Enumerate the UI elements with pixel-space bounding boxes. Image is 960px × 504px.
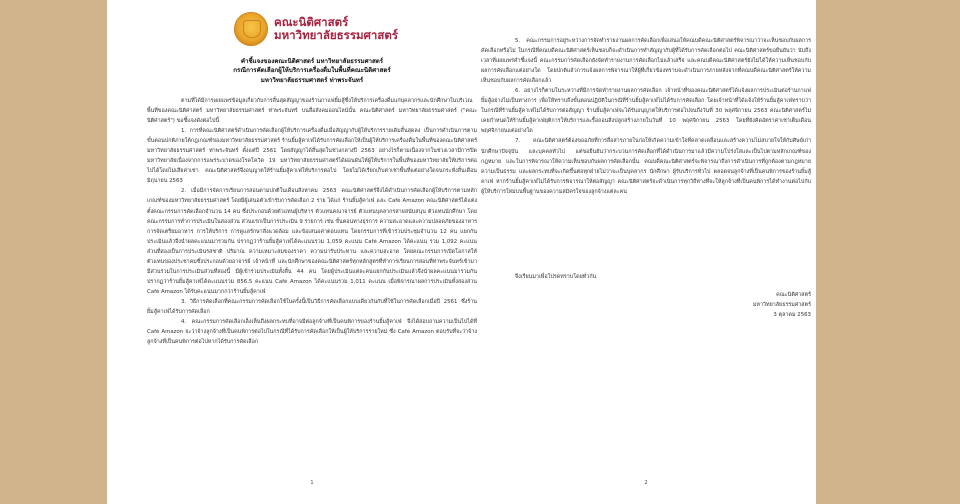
intro-paragraph: ตามที่ได้มีการเผยแพร่ข้อมูลเกี่ยวกับการสิ้นสุดสัญญาของร้านกาแฟยิ้มสู้ซึ่งให้บริการเครื่องดื่มแก่บุคลากรและนักศึกษาในบริเวณพื้นที่ของคณะนิติศาสตร์ มหาวิทยาลัยธรรมศาสตร์ ท่าพระจันทร์ บนสื่อสังคมออนไลน์นั้น คณะนิติศาสตร์ มหาวิทยาลัยธรรมศาสตร์ ("คณะนิติศาสตร์") ขอชี้แจงดังต่อไปนี้ xyxy=(147,98,477,125)
title-line-3: มหาวิทยาลัยธรรมศาสตร์ ท่าพระจันทร์ xyxy=(260,76,364,84)
page-2 xyxy=(481,0,811,504)
title-line-2: กรณีการคัดเลือกผู้ให้บริการเครื่องดื่มในพื้นที่คณะนิติศาสตร์ xyxy=(233,67,391,75)
document-title xyxy=(147,57,477,85)
brand-line-2: มหาวิทยาลัยธรรมศาสตร์ xyxy=(274,28,399,42)
document-sheet xyxy=(107,0,816,504)
university-seal-icon xyxy=(234,12,268,46)
clause-2: 2. เมื่อมีการจัดการเรียนการสอนตามปกติในเดือนสิงหาคม 2563 คณะนิติศาสตร์จึงได้ดำเนินการคัดเลือกผู้ให้บริการตามหลักเกณฑ์ของมหาวิทยาลัยธรรมศาสตร์ โดยมีผู้เสนอตัวเข้ารับการคัดเลือก 2 ราย ได้แก่ ร้านยิ้มสู้คาเฟ่ และ Café Amazon คณะนิติศาสตร์ได้แต่งตั้งคณะกรรมการคัดเลือกจำนวน 14 คน ซึ่งประกอบด้วยตัวแทนผู้บริหาร ตัวแทนคณาจารย์ ตัวแทนบุคลากรสายสนับสนุน ตัวแทนนักศึกษา โดยคณะกรรมการทำการประเมินในสองส่วน ส่วนแรกเป็นการประเมิน 9 รายการ เช่น ขั้นตอนทางธุรการ ความสะอาดและความปลอดภัยของอาหาร การจัดเตรียมอาหาร การให้บริการ การดูแลรักษาสิ่งแวดล้อม และข้อเสนอค่าตอบแทน โดยกรรมการที่เข้าร่วมประชุมจำนวน 12 คน แยกกันประเมินแล้วจึงนำผลคะแนนมารวมกัน ปรากฏว่าร้านยิ้มสู้คาเฟ่ได้คะแนนรวม 1,059 คะแนน Café Amazon ได้คะแนน รวม 1,092 คะแนน ส่วนที่สองเป็นการประเมินรสชาติ ปริมาณ ความเหมาะสมของราคา ความน่ารับประทาน และความสะอาด โดยคณะกรรมการเปิดโอกาสให้ตัวแทนของประชาคมซึ่งประกอบด้วยอาจารย์ เจ้าหน้าที่ และนักศึกษาของคณะนิติศาสตร์ทุกหลักสูตรที่ทำการเรียนการสอนที่ท่าพระจันทร์เข้ามามีส่วนร่วมในการประเมินส่วนที่สองนี้ มีผู้เข้าร่วมประเมินทั้งสิ้น 44 คน โดยผู้ประเมินแต่ละคนแยกกันประเมินแล้วจึงนำผลคะแนนมารวมกัน ปรากฏว่าร้านยิ้มสู้คาเฟ่ได้คะแนนรวม 856.5 คะแนน Café Amazon ได้คะแนนรวม 1,011 คะแนน เมื่อพิจารณาผลการประเมินทั้งสองส่วน Café Amazon ได้รับคะแนนมากกว่าร้านยิ้มสู้คาเฟ่ xyxy=(147,188,477,295)
signature-faculty: คณะนิติศาสตร์ xyxy=(776,292,811,298)
closing-line: จึงเรียนมาเพื่อโปรดทราบโดยทั่วกัน xyxy=(515,274,597,280)
page-1-body xyxy=(147,96,477,347)
clause-4: 4. คณะกรรมการคัดเลือกเล็งเห็นถึงผลกระทบที่อาจมีต่อลูกจ้างที่เป็นคนพิการของร้านยิ้มสู้คาเฟ่ จึงได้สอบถามความเป็นไปได้ที่ Café Amazon จะว่าจ้างลูกจ้างที่เป็นคนพิการต่อไปในกรณีที่ได้รับการคัดเลือกให้เป็นผู้ให้บริการรายใหม่ ซึ่ง Café Amazon ตอบรับที่จะว่าจ้างลูกจ้างที่เป็นคนพิการต่อไปหากได้รับการคัดเลือก xyxy=(147,319,477,346)
title-line-1: คำชี้แจงของคณะนิติศาสตร์ มหาวิทยาลัยธรรมศาสตร์ xyxy=(240,58,384,65)
signature-university: มหาวิทยาลัยธรรมศาสตร์ xyxy=(752,302,811,308)
brand-name xyxy=(274,16,398,42)
brand-line-1: คณะนิติศาสตร์ xyxy=(274,15,349,29)
page-number-1: 1 xyxy=(310,480,314,486)
clause-3: 3. วิธีการคัดเลือกที่คณะกรรมการคัดเลือกใช้ในครั้งนี้เป็นวิธีการคัดเลือกแบบเดียวกันกับที่ใช้ในการคัดเลือกเมื่อปี 2561 ซึ่งร้านยิ้มสู้คาเฟ่ได้รับการคัดเลือก xyxy=(147,298,477,315)
page-1 xyxy=(147,0,477,504)
clause-5: 5. คณะกรรมการอยู่ระหว่างการจัดทำรายงานผลการคัดเลือกเพื่อเสนอให้คณบดีคณะนิติศาสตร์พิจารณาว่าจะเห็นชอบกับผลการคัดเลือกหรือไม่ ในกรณีที่คณบดีคณะนิติศาสตร์เห็นชอบก็จะดำเนินการทำสัญญากับผู้ที่ได้รับการคัดเลือกต่อไป คณะนิติศาสตร์ขอยืนยันว่า นับถึงเวลาที่เผยแพร่คำชี้แจงนี้ คณะกรรมการคัดเลือกยังจัดทำรายงานการคัดเลือกไม่แล้วเสร็จ และคณบดีคณะนิติศาสตร์ยังไม่ได้ให้ความเห็นชอบกับผลการคัดเลือกแต่อย่างใด โดยปกติแล้วการแจ้งผลการพิจารณาให้ผู้ที่เกี่ยวข้องทราบจะดำเนินการภายหลังจากที่คณบดีคณะนิติศาสตร์ให้ความเห็นชอบกับผลการคัดเลือกแล้ว xyxy=(481,38,811,85)
signature-date: 3 ตุลาคม 2563 xyxy=(773,312,811,318)
page-number-2: 2 xyxy=(644,480,648,486)
clause-1: 1. การที่คณะนิติศาสตร์ดำเนินการคัดเลือกผู้ให้บริการเครื่องดื่มเมื่อสัญญากับผู้ให้บริการรายเดิมสิ้นสุดลง เป็นการดำเนินการตามขั้นตอนปกติภายใต้กฎเกณฑ์ของมหาวิทยาลัยธรรมศาสตร์ ร้านยิ้มสู้คาเฟ่ได้รับการคัดเลือกให้เป็นผู้ให้บริการเครื่องดื่มในพื้นที่ของคณะนิติศาสตร์ มหาวิทยาลัยธรรมศาสตร์ ท่าพระจันทร์ ตั้งแต่ปี 2561 โดยสัญญาได้สิ้นสุดในช่วงกลางปี 2563 อย่างไรก็ตามเนื่องจากในช่วงเวลามีการปิดมหาวิทยาลัยเนื่องจากการแพร่ระบาดของโรคโควิด 19 มหาวิทยาลัยธรรมศาสตร์ได้ผ่อนผันให้ผู้ให้บริการในพื้นที่ของมหาวิทยาลัยให้บริการต่อไปได้โดยไม่เสียค่าเช่า คณะนิติศาสตร์จึงอนุญาตให้ร้านยิ้มสู้คาเฟ่ให้บริการต่อไป โดยไม่ได้เรียกเก็บค่าเช่าพื้นที่แต่อย่างใดจนกระทั่งสิ้นเดือนมิถุนายน 2563 xyxy=(147,128,477,185)
signature-block xyxy=(753,290,811,320)
page-2-body xyxy=(481,36,811,197)
clause-6: 6. อย่างไรก็ตามในระหว่างที่มีการจัดทำรายงานผลการคัดเลือก เจ้าหน้าที่ของคณะนิติศาสตร์ได้แจ้งผลการประเมินต่อร้านกาแฟยิ้มสู้อย่างไม่เป็นทางการ เพื่อให้ทราบถึงขั้นตอนปฏิบัติในกรณีที่ร้านยิ้มสู้คาเฟ่ไม่ได้รับการคัดเลือก โดยเจ้าหน้าที่ได้แจ้งให้ร้านยิ้มสู้คาเฟ่ทราบว่า ในกรณีที่ร้านยิ้มสู้คาเฟ่ไม่ได้รับการต่อสัญญา ร้านยิ้มสู้คาเฟ่จะได้รับอนุญาตให้บริการต่อไปจนถึงวันที่ 30 พฤศจิกายน 2563 คณะนิติศาสตร์ไม่เคยกำหนดให้ร้านยิ้มสู้คาเฟ่ยุติการให้บริการและรื้อถอนสิ่งปลูกสร้างภายในวันที่ 10 พฤศจิกายน 2563 โดยที่ยังคิดอัตราค่าเช่าเต็มเดือนพฤศจิกายนแต่อย่างใด xyxy=(481,88,811,135)
clause-7: 7. คณะนิติศาสตร์ต้องขออภัยที่การสื่อสารภายในก่อให้เกิดความเข้าใจที่คลาดเคลื่อนและสร้างความไม่สบายใจให้กับศิษย์เก่า นักศึกษาปัจจุบัน และบุคคลทั่วไป แต่ขอยืนยันว่ากระบวนการคัดเลือกที่ได้ดำเนินการมาแล้วมีความโปร่งใสและเป็นไปตามหลักเกณฑ์ของกฎหมาย และในการพิจารณาให้ความเห็นชอบกับผลการคัดเลือกนั้น คณบดีคณะนิติศาสตร์จะพิจารณาถึงการดำเนินการที่ถูกต้องตามกฎหมาย ความเป็นธรรม และผลกระทบที่จะเกิดขึ้นต่อทุกฝ่ายไม่ว่าจะเป็นบุคลากร นักศึกษา ผู้รับบริการทั่วไป ตลอดจนลูกจ้างที่เป็นคนพิการของร้านยิ้มสู้คาเฟ่ หากร้านยิ้มสู้คาเฟ่ไม่ได้รับการพิจารณาให้ต่อสัญญา คณะนิติศาสตร์จะดำเนินการทุกวิถีทางที่จะให้ลูกจ้างที่เป็นคนพิการได้ทำงานต่อไปกับผู้ให้บริการใหม่บนพื้นฐานของความสมัครใจของลูกจ้างแต่ละคน xyxy=(481,138,811,195)
letterhead xyxy=(234,12,398,46)
